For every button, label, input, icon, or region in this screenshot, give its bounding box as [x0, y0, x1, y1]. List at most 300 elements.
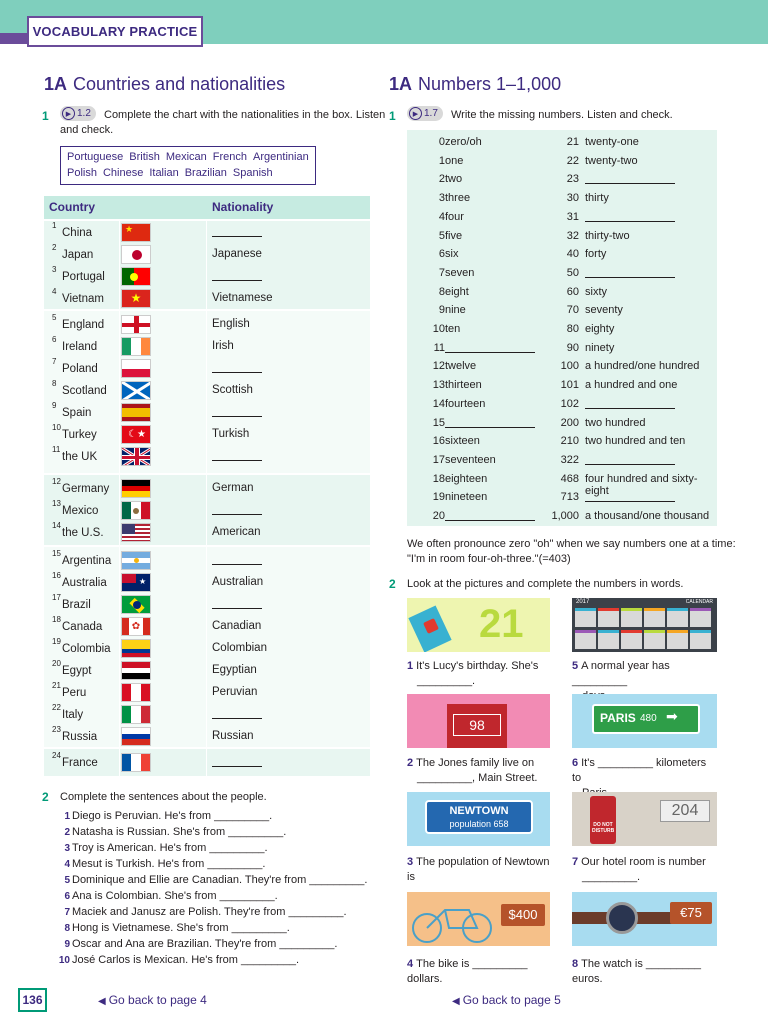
number-row	[407, 208, 717, 227]
right-ex1-audio-button[interactable]	[407, 106, 443, 121]
country-label: Mexico	[62, 505, 99, 517]
chart-header	[44, 196, 370, 219]
number-word: fourteen	[445, 397, 486, 410]
nationality-label: Peruvian	[212, 686, 258, 698]
row-number: 11	[52, 445, 61, 454]
sentence-text: Mesut is Turkish. He's from _________.	[72, 858, 266, 870]
nationality-label: Turkish	[212, 428, 250, 440]
caption-4	[407, 957, 550, 987]
row-number: 23	[52, 725, 61, 734]
number-word: zero/oh	[445, 136, 482, 148]
number-word: thirty-two	[585, 229, 630, 242]
number-value: 200	[560, 416, 579, 429]
flag-italy-icon	[121, 705, 151, 724]
flag-scotland-icon	[121, 381, 151, 400]
word-item: French	[212, 151, 248, 163]
nationality-answer-blank[interactable]	[212, 405, 262, 417]
nationality-answer-blank[interactable]	[212, 597, 262, 609]
caption-text: It's _________ kilometers to	[572, 757, 707, 784]
chart-row-australia	[44, 571, 370, 593]
number-word: nine	[445, 304, 466, 317]
word-item: Polish	[67, 167, 97, 179]
country-label: the U.S.	[62, 527, 104, 539]
country-label: Russia	[62, 731, 98, 743]
flag-portugal-icon	[121, 267, 151, 286]
sentence-number: 7	[64, 907, 70, 918]
left-section-title	[44, 74, 285, 95]
nationality-label: German	[212, 482, 254, 494]
number-value: 4	[438, 210, 445, 223]
caption-number: 8	[572, 958, 579, 970]
picture-birthday	[407, 598, 550, 652]
right-section-title	[389, 74, 561, 95]
number-value: 100	[560, 360, 579, 373]
flag-japan-icon	[121, 245, 151, 264]
number-row	[407, 357, 717, 376]
picture-town-sign	[407, 792, 550, 846]
caption-8	[572, 957, 717, 987]
caption-number: 5	[572, 660, 579, 672]
left-ex1-audio-button[interactable]	[60, 106, 96, 121]
nationality-answer-blank[interactable]	[212, 361, 262, 373]
town-name: NEWTOWN	[449, 805, 509, 817]
sentence-number: 10	[58, 955, 70, 966]
sentence-text: Maciek and Janusz are Polish. They're from _________.	[72, 906, 347, 918]
number-value: 2	[438, 173, 445, 186]
row-number: 3	[52, 265, 57, 274]
pronounce-note-a: We often pronounce zero "oh" when we say numbers one at a time:	[407, 538, 736, 550]
number-word: eighty	[585, 323, 615, 335]
number-answer-blank[interactable]	[445, 520, 535, 521]
country-label: Scotland	[62, 385, 107, 397]
sentence-text: Dominique and Ellie are Canadian. They're from _________.	[72, 874, 368, 886]
chart-row-ireland	[44, 335, 370, 357]
chart-row-turkey	[44, 423, 370, 445]
sentence-item	[52, 808, 372, 824]
back-link-page-5[interactable]	[452, 993, 561, 1007]
number-word: two hundred	[585, 416, 646, 429]
flag-russia-icon	[121, 727, 151, 746]
chart-row-china	[44, 221, 370, 243]
chart-row-colombia	[44, 637, 370, 659]
number-answer-blank[interactable]	[585, 277, 675, 278]
chart-row-england	[44, 313, 370, 335]
number-value: 6	[438, 248, 445, 261]
caption-1	[407, 659, 550, 689]
number-value: 21	[566, 136, 579, 148]
watch-price-tag: €75	[670, 902, 712, 924]
nationality-answer-blank[interactable]	[212, 449, 262, 461]
chart-row-egypt	[44, 659, 370, 681]
flag-poland-icon	[121, 359, 151, 378]
flag-egypt-icon	[121, 661, 151, 680]
flag-vietnam-icon: ★	[121, 289, 151, 308]
calendar-grid-icon	[575, 608, 714, 650]
flag-australia-icon: ★	[121, 573, 151, 592]
sign-distance: 480	[640, 713, 657, 724]
play-icon: ▶	[62, 107, 75, 120]
caption-text: Our hotel room is number	[581, 856, 706, 868]
number-value: 70	[566, 304, 579, 317]
country-label: Turkey	[62, 429, 97, 441]
row-number: 19	[52, 637, 61, 646]
number-word: seventy	[585, 304, 623, 317]
caption-number: 6	[572, 757, 579, 769]
number-word: thirteen	[445, 379, 482, 392]
country-label: Italy	[62, 709, 84, 721]
calendar-label: CALENDAR	[685, 599, 713, 605]
row-number: 4	[52, 287, 57, 296]
picture-bike	[407, 892, 550, 946]
nationality-answer-blank[interactable]	[212, 503, 262, 515]
caption-text: The watch is _________ euros.	[572, 958, 701, 985]
word-item: Brazilian	[184, 167, 227, 179]
column-header-nationality: Nationality	[212, 200, 274, 214]
picture-hotel-door	[572, 792, 717, 846]
sentence-text: Troy is American. He's from _________.	[72, 842, 268, 854]
number-answer-blank[interactable]	[585, 221, 675, 222]
row-number: 15	[52, 549, 61, 558]
number-word: seventeen	[445, 453, 496, 466]
number-value: 14	[432, 397, 445, 410]
number-word: nineteen	[445, 491, 488, 504]
header-accent	[0, 33, 28, 44]
country-label: Ireland	[62, 341, 98, 353]
number-word: a thousand/one thousand	[585, 510, 710, 522]
row-number: 10	[52, 423, 61, 432]
chart-row-spain	[44, 401, 370, 423]
number-value: 8	[438, 285, 445, 298]
row-number: 17	[52, 593, 61, 602]
number-word: two hundred and ten	[585, 435, 686, 448]
number-row	[407, 189, 717, 208]
sentence-number: 8	[64, 923, 70, 934]
sentence-text: Natasha is Russian. She's from _________.	[72, 826, 287, 838]
number-word: thirty	[585, 192, 609, 205]
picture-house-number	[407, 694, 550, 748]
number-word: twenty-one	[585, 136, 639, 148]
right-title-text: Numbers 1–1,000	[418, 74, 562, 94]
number-value: 90	[566, 341, 579, 354]
number-row	[407, 320, 717, 339]
number-answer-blank[interactable]	[585, 408, 675, 409]
sentence-text: Diego is Peruvian. He's from _________.	[72, 810, 273, 822]
nationality-answer-blank[interactable]	[212, 755, 262, 767]
country-label: the UK	[62, 451, 98, 463]
country-label: Australia	[62, 577, 107, 589]
row-number: 1	[52, 221, 57, 230]
word-item: Mexican	[165, 151, 207, 163]
nationality-answer-blank[interactable]	[212, 553, 262, 565]
number-row	[407, 133, 717, 152]
number-value: 210	[560, 435, 579, 448]
flag-argentina-icon	[121, 551, 151, 570]
chart-row-uk	[44, 445, 370, 467]
number-row	[407, 170, 717, 189]
number-value: 18	[432, 472, 445, 485]
row-number: 5	[52, 313, 57, 322]
right-ex2-instruction: Look at the pictures and complete the numbers in words.	[407, 578, 684, 590]
number-value: 102	[560, 397, 579, 410]
sentence-item	[52, 952, 372, 968]
row-number: 24	[52, 751, 61, 760]
row-number: 20	[52, 659, 61, 668]
door-number: 98	[453, 714, 501, 736]
left-ex2-instruction: Complete the sentences about the people.	[60, 791, 267, 803]
flag-china-icon: ★	[121, 223, 151, 242]
nationality-label: Japanese	[212, 248, 262, 260]
number-value: 23	[566, 173, 579, 186]
word-item: Chinese	[102, 167, 144, 179]
number-value: 50	[566, 266, 579, 279]
word-item: Spanish	[232, 167, 273, 179]
number-word: six	[445, 248, 459, 261]
number-value: 30	[566, 192, 579, 205]
door-hanger-text: DO NOT DISTURB	[592, 822, 615, 834]
number-answer-blank[interactable]	[445, 427, 535, 428]
flag-peru-icon	[121, 683, 151, 702]
country-label: Poland	[62, 363, 98, 375]
right-title-number: 1A	[389, 74, 413, 94]
number-value: 7	[438, 266, 445, 279]
caption-text: The population of Newtown is	[407, 856, 550, 883]
chart-row-scotland	[44, 379, 370, 401]
back-link-page-4[interactable]	[98, 993, 207, 1007]
number-answer-blank[interactable]	[585, 464, 675, 465]
sentence-number: 6	[64, 891, 70, 902]
right-ex1-number: 1	[389, 109, 396, 123]
number-value: 32	[566, 229, 579, 242]
chart-row-japan	[44, 243, 370, 265]
number-value: 40	[566, 248, 579, 261]
caption-7	[572, 855, 717, 885]
chart-row-germany	[44, 477, 370, 499]
chart-row-russia	[44, 725, 370, 747]
caption-text: _________.	[417, 675, 476, 687]
watch-icon	[606, 902, 638, 934]
nationality-label: Egyptian	[212, 664, 257, 676]
number-word: seven	[445, 266, 475, 279]
number-word: eight	[445, 285, 469, 298]
flag-turkey-icon: ☾★	[121, 425, 151, 444]
row-number: 6	[52, 335, 57, 344]
number-answer-blank[interactable]	[445, 352, 535, 353]
number-word: sixty	[585, 285, 607, 298]
caption-text: The Jones family live on	[416, 757, 535, 769]
number-value: 13	[432, 379, 445, 392]
number-word: two	[445, 173, 463, 186]
back-link-text: Go back to page 4	[108, 993, 207, 1007]
number-value: 60	[566, 285, 579, 298]
chart-row-portugal	[44, 265, 370, 287]
door-hanger-icon	[590, 796, 616, 844]
number-value: 12	[432, 360, 445, 373]
sentence-item	[52, 888, 372, 904]
chart-row-italy	[44, 703, 370, 725]
sentence-item	[52, 904, 372, 920]
flag-france-icon	[121, 753, 151, 772]
number-value: 16	[432, 435, 445, 448]
flag-spain-icon	[121, 403, 151, 422]
country-label: Canada	[62, 621, 103, 633]
audio-track-label: 1.7	[424, 108, 438, 119]
nationality-answer-blank[interactable]	[212, 269, 262, 281]
play-icon: ▶	[409, 107, 422, 120]
country-label: China	[62, 227, 93, 239]
flag-ireland-icon	[121, 337, 151, 356]
pronounce-note-b: "I'm in room four-oh-three."(=403)	[407, 553, 571, 565]
back-link-text: Go back to page 5	[462, 993, 561, 1007]
country-label: Egypt	[62, 665, 92, 677]
number-word: twelve	[445, 360, 477, 373]
picture-watch	[572, 892, 717, 946]
number-word: forty	[585, 248, 607, 261]
chart-row-canada	[44, 615, 370, 637]
candle-number: 21	[479, 602, 524, 646]
row-number: 18	[52, 615, 61, 624]
nationality-answer-blank[interactable]	[212, 225, 262, 237]
chart-row-france	[44, 751, 370, 773]
row-number: 9	[52, 401, 57, 410]
number-value: 3	[438, 192, 445, 205]
flag-usa-icon	[121, 523, 151, 542]
chart-row-usa	[44, 521, 370, 543]
number-word: ten	[445, 323, 461, 335]
country-label: England	[62, 319, 105, 331]
number-answer-blank[interactable]	[585, 501, 675, 502]
picture-calendar	[572, 598, 717, 652]
flag-brazil-icon	[121, 595, 151, 614]
number-value: 20	[432, 510, 445, 522]
sentence-text: Ana is Colombian. She's from _________.	[72, 890, 278, 902]
left-title-number: 1A	[44, 74, 68, 94]
word-item: British	[129, 151, 160, 163]
sentence-text: Oscar and Ana are Brazilian. They're from _________.	[72, 938, 338, 950]
number-value: 0	[438, 136, 445, 148]
number-row	[407, 283, 717, 302]
sentence-number: 4	[64, 859, 70, 870]
chart-row-brazil	[44, 593, 370, 615]
sentence-list	[52, 808, 372, 968]
chart-row-poland	[44, 357, 370, 379]
number-value: 101	[560, 379, 579, 392]
number-word: a hundred and one	[585, 379, 678, 392]
number-row	[407, 376, 717, 395]
row-number: 8	[52, 379, 57, 388]
sentence-item	[52, 872, 372, 888]
calendar-year: 2017	[576, 599, 590, 605]
country-label: Portugal	[62, 271, 105, 283]
number-word: three	[445, 192, 471, 205]
number-word: eighteen	[445, 472, 488, 485]
row-number: 7	[52, 357, 57, 366]
number-word: one	[445, 154, 464, 167]
number-answer-blank[interactable]	[585, 183, 675, 184]
sentence-item	[52, 920, 372, 936]
caption-number: 7	[572, 856, 579, 868]
number-word: sixteen	[445, 435, 480, 448]
audio-track-label: 1.2	[77, 108, 91, 119]
country-label: Japan	[62, 249, 94, 261]
number-row	[407, 227, 717, 246]
flag-canada-icon: ✿	[121, 617, 151, 636]
row-number: 13	[52, 499, 61, 508]
sentence-item	[52, 840, 372, 856]
row-number: 16	[52, 571, 61, 580]
sentence-text: José Carlos is Mexican. He's from _________.	[72, 954, 300, 966]
room-number: 204	[660, 800, 710, 822]
flag-germany-icon	[121, 479, 151, 498]
number-row	[407, 488, 717, 507]
flag-colombia-icon	[121, 639, 151, 658]
nationality-chart	[44, 196, 370, 776]
country-label: Brazil	[62, 599, 91, 611]
number-row	[407, 152, 717, 171]
number-row	[407, 451, 717, 470]
nationality-answer-blank[interactable]	[212, 707, 262, 719]
page-number: 136	[18, 988, 47, 1012]
number-value: 322	[560, 453, 579, 466]
caption-text: A normal year has _________	[572, 660, 670, 687]
number-value: 1	[438, 154, 445, 167]
row-number: 12	[52, 477, 61, 486]
country-label: Vietnam	[62, 293, 104, 305]
number-word: a hundred/one hundred	[585, 360, 700, 373]
row-number: 14	[52, 521, 61, 530]
number-value: 80	[566, 323, 579, 335]
arrow-right-icon: ➡	[666, 708, 678, 724]
country-label: Peru	[62, 687, 87, 699]
number-word: five	[445, 229, 463, 242]
section-label: VOCABULARY PRACTICE	[27, 16, 203, 47]
right-ex2-number: 2	[389, 577, 396, 591]
nationality-label: Vietnamese	[212, 292, 273, 304]
row-number: 2	[52, 243, 57, 252]
country-label: Argentina	[62, 555, 112, 567]
sentence-item	[52, 856, 372, 872]
sentence-number: 5	[64, 875, 70, 886]
number-value: 19	[432, 491, 445, 504]
number-value: 1,000	[551, 510, 579, 522]
number-word: twenty-two	[585, 154, 638, 167]
numbers-table	[407, 130, 717, 526]
number-value: 713	[560, 491, 579, 504]
nationality-label: Scottish	[212, 384, 253, 396]
sign-city: PARIS	[600, 711, 636, 725]
nationality-label: American	[212, 526, 261, 538]
word-item: Argentinian	[253, 151, 309, 163]
sentence-number: 2	[64, 827, 70, 838]
chart-row-peru	[44, 681, 370, 703]
flag-uk-icon	[121, 447, 151, 466]
nationality-label: Australian	[212, 576, 264, 588]
caption-text: The bike is _________ dollars.	[407, 958, 528, 985]
chart-row-mexico	[44, 499, 370, 521]
caption-text: _________, Main Street.	[417, 772, 538, 784]
number-value: 10	[432, 323, 445, 335]
caption-number: 4	[407, 958, 414, 970]
sentence-number: 1	[64, 811, 70, 822]
back-arrow-icon: ◀	[452, 996, 460, 1007]
number-value: 468	[560, 472, 579, 485]
number-word: four hundred and sixty-eight	[585, 472, 698, 497]
number-row	[407, 507, 717, 526]
chart-row-argentina	[44, 549, 370, 571]
word-item: Italian	[149, 167, 179, 179]
sentence-item	[52, 936, 372, 952]
left-title-text: Countries and nationalities	[73, 74, 286, 94]
left-ex2-number: 2	[42, 790, 49, 804]
